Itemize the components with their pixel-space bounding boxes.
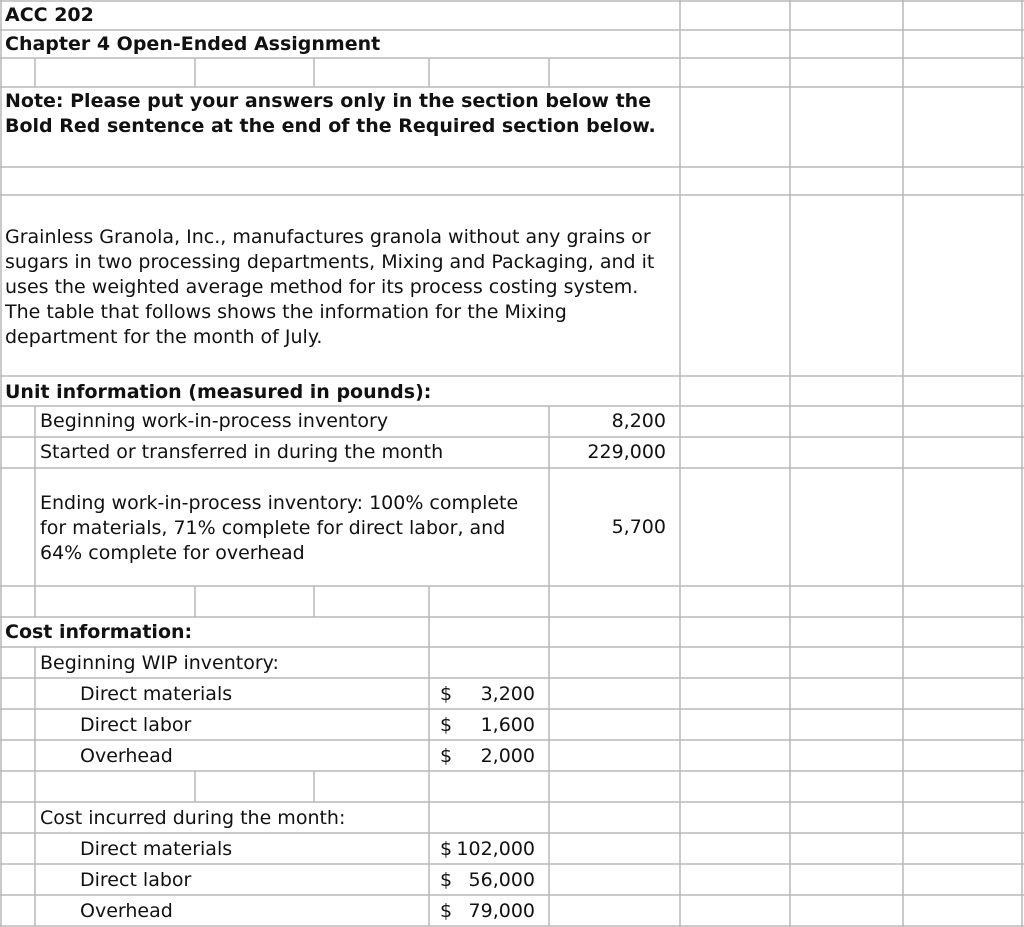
cost-info-heading: Cost information: bbox=[5, 621, 193, 643]
currency-symbol: $ bbox=[440, 869, 453, 891]
ending-wip-label: Ending work-in-process inventory: 100% complete for materials, 71% complete for direct labor, and 64% complete for overhead bbox=[40, 492, 519, 564]
started-label: Started or transferred in during the month bbox=[40, 441, 444, 463]
incurred-direct-materials-amount[interactable]: 102,000 bbox=[456, 838, 535, 860]
cost-incurred-label: Cost incurred during the month: bbox=[40, 807, 346, 829]
bwip-overhead-amount[interactable]: 2,000 bbox=[480, 745, 535, 767]
beginning-wip-value[interactable]: 8,200 bbox=[611, 410, 666, 432]
bwip-direct-labor-label: Direct labor bbox=[80, 714, 192, 736]
currency-symbol: $ bbox=[440, 714, 453, 736]
assignment-title: Chapter 4 Open-Ended Assignment bbox=[5, 33, 381, 55]
currency-symbol: $ bbox=[440, 745, 453, 767]
started-value[interactable]: 229,000 bbox=[587, 441, 666, 463]
unit-info-heading: Unit information (measured in pounds): bbox=[5, 381, 432, 403]
bwip-direct-materials-label: Direct materials bbox=[80, 683, 233, 705]
currency-symbol: $ bbox=[440, 900, 453, 922]
ending-wip-value[interactable]: 5,700 bbox=[611, 516, 666, 538]
intro-paragraph: Grainless Granola, Inc., manufactures granola without any grains or sugars in two processing departments, Mixing and Packaging, and it uses the weighted average method for its process costing system. The table that follows shows the information for the Mixing department for the month of July. bbox=[5, 226, 655, 348]
bwip-direct-materials-amount[interactable]: 3,200 bbox=[480, 683, 535, 705]
currency-symbol: $ bbox=[440, 838, 453, 860]
currency-symbol: $ bbox=[440, 683, 453, 705]
bwip-direct-labor-amount[interactable]: 1,600 bbox=[480, 714, 535, 736]
bwip-overhead-label: Overhead bbox=[80, 745, 173, 767]
beginning-wip-cost-label: Beginning WIP inventory: bbox=[40, 652, 279, 674]
incurred-overhead-label: Overhead bbox=[80, 900, 173, 922]
incurred-overhead-amount[interactable]: 79,000 bbox=[468, 900, 535, 922]
course-title: ACC 202 bbox=[5, 4, 94, 26]
incurred-direct-labor-label: Direct labor bbox=[80, 869, 192, 891]
beginning-wip-label: Beginning work-in-process inventory bbox=[40, 410, 389, 432]
incurred-direct-materials-label: Direct materials bbox=[80, 838, 233, 860]
note-text: Note: Please put your answers only in the section below the Bold Red sentence at the end of the Required section below. bbox=[5, 90, 656, 137]
incurred-direct-labor-amount[interactable]: 56,000 bbox=[468, 869, 535, 891]
